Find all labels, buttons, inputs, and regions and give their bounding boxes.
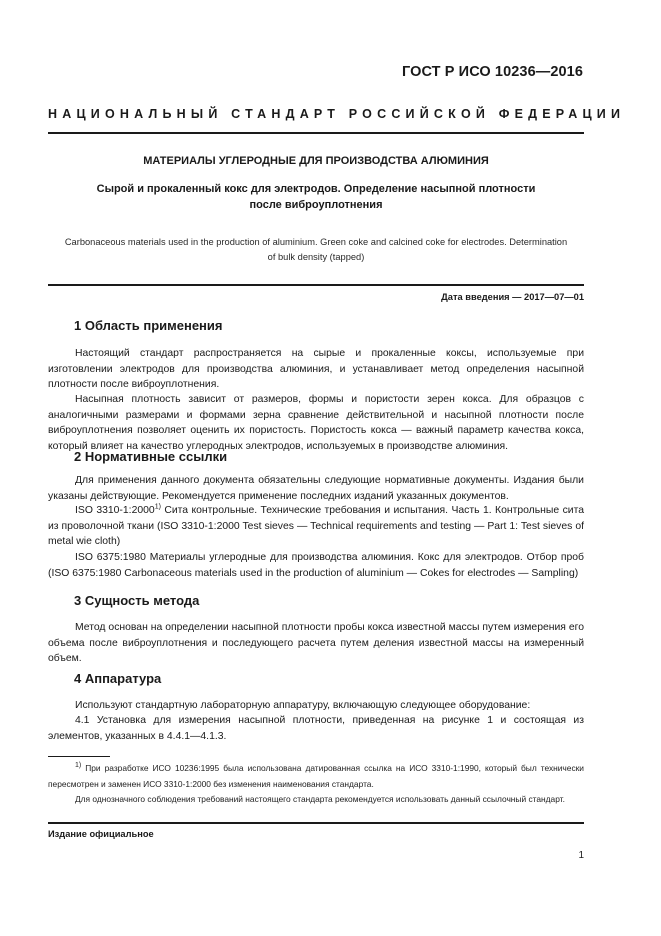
section-2-paragraph-1: Для применения данного документа обязательны следующие нормативные документы. Издания были указаны действующие. Рекомендуется применение последних изданий указанных документов. — [48, 475, 584, 502]
footnote-2: Для однозначного соблюдения требований настоящего стандарта рекомендуется использовать данный ссылочный стандарт. — [75, 794, 565, 804]
introduction-date: Дата введения — 2017—07—01 — [441, 292, 584, 302]
standard-subtitle-line2: после виброуплотнения — [249, 199, 383, 211]
reference-code: ISO 3310-1:2000 — [75, 505, 155, 516]
national-standard-banner: НАЦИОНАЛЬНЫЙ СТАНДАРТ РОССИЙСКОЙ ФЕДЕРАЦИИ — [48, 107, 626, 121]
normative-reference-iso-6375: ISO 6375:1980 Материалы углеродные для производства алюминия. Кокс для электродов. Отбор проб (ISO 6375:1980 Carbonaceous materials used in the production of aluminium — Cokes for electrodes — Sampling) — [48, 552, 584, 579]
section-1-paragraph-2: Насыпная плотность зависит от размеров, формы и пористости зерен кокса. Для образцов с аналогичными размерами и формами зерна сравнение действительной и насыпной плотности после виброуплотнения позволяет оценить их пористость. Пористость кокса — важный параметр качества кокса, который влияет на качество углеродных электродов, используемых в производстве алюминия. — [48, 394, 584, 452]
section-1-heading: 1 Область применения — [74, 318, 223, 333]
section-4-1-paragraph: 4.1 Установка для измерения насыпной плотности, приведенная на рисунке 1 и состоящая из элементов, указанных в 4.4.1—4.1.3. — [48, 715, 584, 742]
title-divider — [48, 284, 584, 286]
page-number: 1 — [578, 850, 584, 861]
standard-subtitle-line1: Сырой и прокаленный кокс для электродов. Определение насыпной плотности — [96, 183, 536, 195]
footnote-1 — [48, 760, 584, 792]
section-4-paragraph-1: Используют стандартную лабораторную аппаратуру, включающую следующее оборудование: — [75, 700, 531, 711]
section-2-heading: 2 Нормативные ссылки — [74, 449, 228, 464]
section-3-heading: 3 Сущность метода — [74, 593, 200, 608]
footnote-1-text: При разработке ИСО 10236:1995 была использована датированная ссылка на ИСО 3310-1:1990, который был технически пересмотрен и заменен ИСО 3310-1:2000 без изменения наименования стандарта. — [48, 763, 584, 789]
footnote-marker: 1) — [75, 762, 82, 770]
section-3-paragraph-1: Метод основан на определении насыпной плотности пробы кокса известной массы путем измерения его объема после виброуплотнения и последующего расчета путем деления известной массы на измеренный объем. — [48, 622, 584, 664]
standard-title: МАТЕРИАЛЫ УГЛЕРОДНЫЕ ДЛЯ ПРОИЗВОДСТВА АЛЮМИНИЯ — [143, 155, 489, 167]
footnote-marker: 1) — [154, 503, 161, 511]
english-title-line1: Carbonaceous materials used in the production of aluminium. Green coke and calcined coke for electrodes. Determination — [64, 237, 568, 247]
footnote-divider — [48, 756, 110, 757]
top-divider — [48, 132, 584, 134]
normative-reference-iso-3310 — [48, 503, 584, 550]
footer-divider — [48, 822, 584, 824]
document-id: ГОСТ Р ИСО 10236—2016 — [401, 64, 583, 80]
reference-text: Сита контрольные. Технические требования и испытания. Часть 1. Контрольные сита из проволочной ткани (ISO 3310-1:2000 Test sieves — Technical requirements and testing — Part 1: Test sieves of metal wie cloth) — [48, 505, 584, 547]
section-4-heading: 4 Аппаратура — [74, 671, 162, 686]
edition-label: Издание официальное — [48, 829, 154, 839]
english-title-line2: of bulk density (tapped) — [267, 252, 365, 262]
section-1-paragraph-1: Настоящий стандарт распространяется на сырые и прокаленные коксы, используемые при изготовлении электродов для производства алюминия, и устанавливает метод определения насыпной плотности после виброуплотнения. — [48, 348, 584, 390]
